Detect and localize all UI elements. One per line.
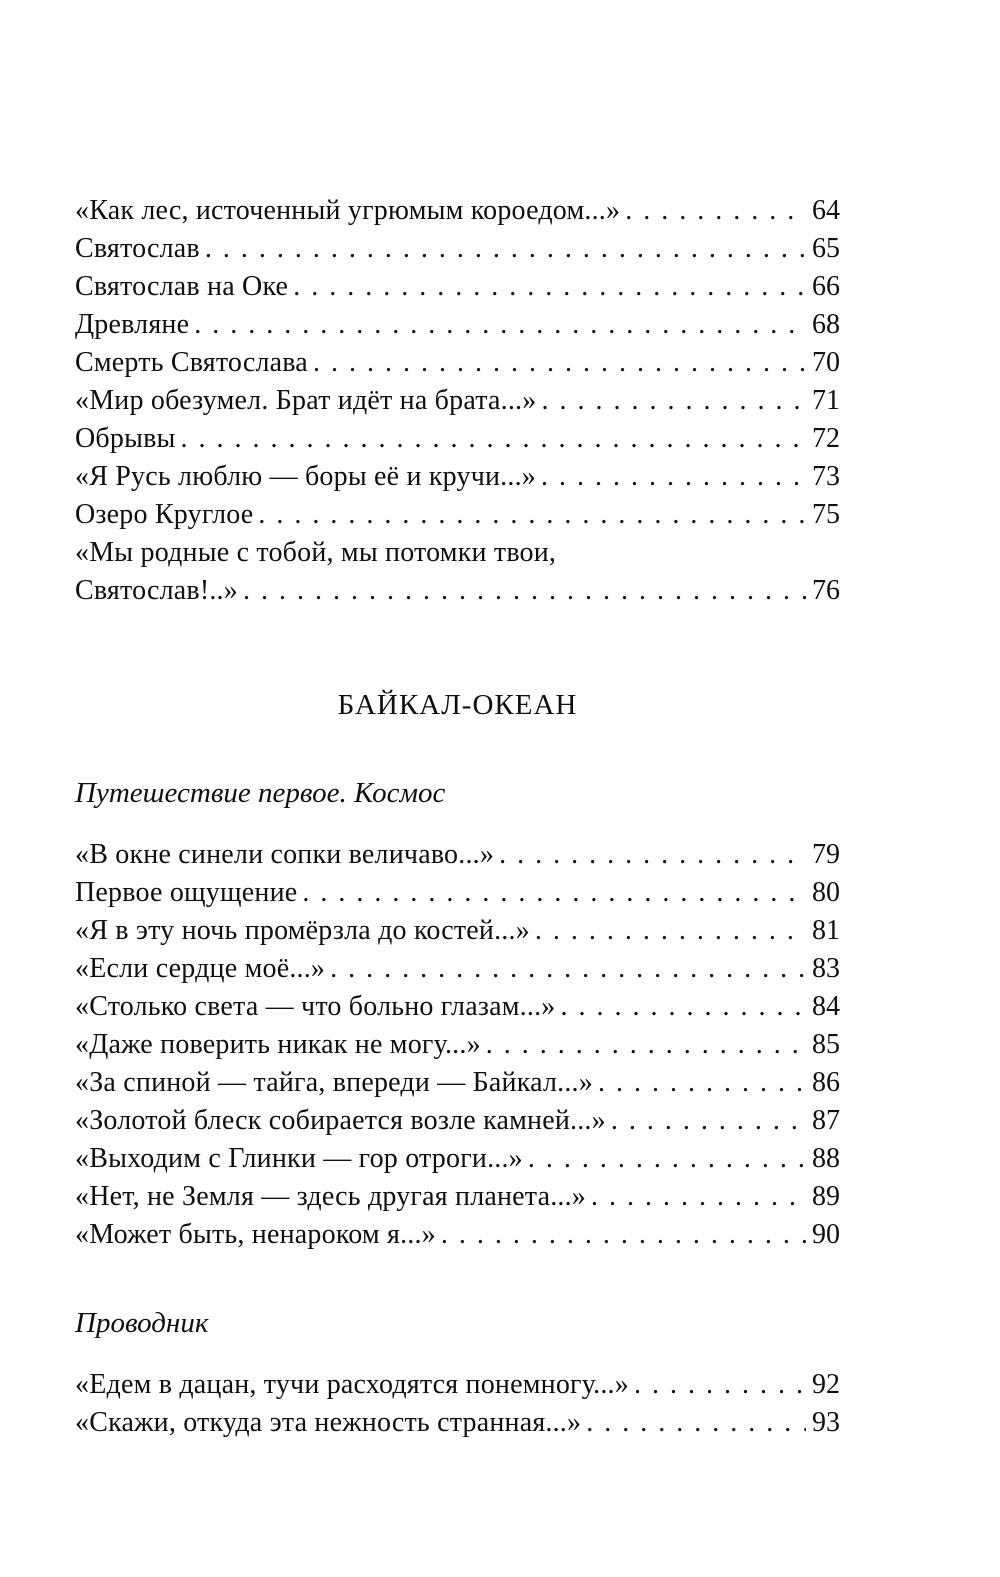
toc-entry-page: 72 — [812, 423, 840, 454]
dot-leader — [586, 1404, 806, 1442]
toc-section-block — [75, 836, 840, 1254]
dot-leader — [330, 950, 806, 988]
toc-entry — [75, 268, 840, 306]
toc-entry — [75, 1102, 840, 1140]
toc-entry — [75, 572, 840, 610]
toc-entry — [75, 420, 840, 458]
toc-entry-page: 85 — [812, 1029, 840, 1060]
toc-entry-page: 90 — [812, 1219, 840, 1250]
toc-entry — [75, 344, 840, 382]
dot-leader — [591, 1178, 806, 1216]
toc-entry-title: Первое ощущение — [75, 877, 298, 908]
dot-leader — [499, 836, 806, 874]
toc-entry-page: 84 — [812, 991, 840, 1022]
toc-entry-title: Святослав!..» — [75, 575, 238, 606]
toc-entry-page: 79 — [812, 839, 840, 870]
dot-leader — [535, 912, 806, 950]
toc-entry-title: Святослав на Оке — [75, 271, 289, 302]
toc-entry — [75, 874, 840, 912]
toc-entry — [75, 458, 840, 496]
toc-entry-page: 87 — [812, 1105, 840, 1136]
toc-entry-page: 86 — [812, 1067, 840, 1098]
toc-entry-title: «Скажи, откуда эта нежность странная...» — [75, 1407, 582, 1438]
dot-leader — [560, 988, 806, 1026]
toc-entry-title: «Даже поверить никак не могу...» — [75, 1029, 481, 1060]
toc-entry — [75, 382, 840, 420]
subsection-heading: Проводник — [75, 1307, 209, 1339]
toc-entry — [75, 988, 840, 1026]
subsection-heading: Путешествие первое. Космос — [75, 777, 446, 809]
toc-entry-title: «Если сердце моё...» — [75, 953, 326, 984]
toc-entry-page: 89 — [812, 1181, 840, 1212]
toc-entry-title: Смерть Святослава — [75, 347, 308, 378]
dot-leader — [313, 344, 806, 382]
toc-entry-title: «В окне синели сопки величаво...» — [75, 839, 495, 870]
toc-entry — [75, 1366, 840, 1404]
toc-entry-page: 64 — [812, 195, 840, 226]
toc-entry-page: 81 — [812, 915, 840, 946]
toc-entry-title: «За спиной — тайга, впереди — Байкал...» — [75, 1067, 593, 1098]
toc-entry-page: 76 — [812, 575, 840, 606]
dot-leader — [302, 874, 806, 912]
toc-section-block — [75, 1366, 840, 1442]
toc-entry — [75, 950, 840, 988]
dot-leader — [243, 572, 806, 610]
dot-leader — [486, 1026, 806, 1064]
toc-entry-title: «Золотой блеск собирается возле камней...» — [75, 1105, 606, 1136]
toc-entry-page: 88 — [812, 1143, 840, 1174]
dot-leader — [441, 1216, 806, 1254]
toc-entry-page: 75 — [812, 499, 840, 530]
toc-entry-page: 65 — [812, 233, 840, 264]
dot-leader — [634, 1366, 806, 1404]
toc-entry-title: «Мир обезумел. Брат идёт на брата...» — [75, 385, 537, 416]
toc-entry — [75, 306, 840, 344]
toc-entry-title: Древляне — [75, 309, 190, 340]
toc-entry-title: Обрывы — [75, 423, 176, 454]
dot-leader — [293, 268, 806, 306]
dot-leader — [205, 230, 806, 268]
toc-entry — [75, 1404, 840, 1442]
toc-entry — [75, 1026, 840, 1064]
toc-entry — [75, 1216, 840, 1254]
toc-entry-title: «Выходим с Глинки — гор отроги...» — [75, 1143, 523, 1174]
toc-entry-page: 71 — [812, 385, 840, 416]
toc-entry-title: «Как лес, источенный угрюмым короедом...» — [75, 195, 621, 226]
toc-entry-page: 70 — [812, 347, 840, 378]
dot-leader — [194, 306, 806, 344]
toc-entry-title: «Я Русь люблю — боры её и кручи...» — [75, 461, 536, 492]
toc-entry-title: «Столько света — что больно глазам...» — [75, 991, 556, 1022]
toc-entry — [75, 534, 840, 572]
toc-entry — [75, 1064, 840, 1102]
toc-entry-title: «Нет, не Земля — здесь другая планета...» — [75, 1181, 587, 1212]
toc-entry-page: 66 — [812, 271, 840, 302]
section-heading: БАЙКАЛ-ОКЕАН — [337, 689, 578, 721]
toc-entry-page: 93 — [812, 1407, 840, 1438]
dot-leader — [258, 496, 806, 534]
dot-leader — [625, 192, 806, 230]
toc-entry-page: 92 — [812, 1369, 840, 1400]
toc-entry-page: 68 — [812, 309, 840, 340]
toc-entry — [75, 836, 840, 874]
toc-entry — [75, 496, 840, 534]
dot-leader — [598, 1064, 806, 1102]
dot-leader — [541, 458, 806, 496]
dot-leader — [181, 420, 806, 458]
toc-entry — [75, 192, 840, 230]
toc-entry-page: 73 — [812, 461, 840, 492]
toc-entry-page: 80 — [812, 877, 840, 908]
dot-leader — [528, 1140, 806, 1178]
toc-entry — [75, 912, 840, 950]
toc-section-block — [75, 192, 840, 610]
dot-leader — [611, 1102, 806, 1140]
dot-leader — [541, 382, 806, 420]
toc-entry-title: Святослав — [75, 233, 200, 264]
toc-entry-title: «Я в эту ночь промёрзла до костей...» — [75, 915, 530, 946]
toc-entry — [75, 1178, 840, 1216]
toc-entry-title: Озеро Круглое — [75, 499, 254, 530]
toc-entry-title: «Может быть, ненароком я...» — [75, 1219, 436, 1250]
toc-entry-title: «Мы родные с тобой, мы потомки твои, — [75, 537, 557, 568]
toc-entry — [75, 230, 840, 268]
toc-entry-title: «Едем в дацан, тучи расходятся понемногу...» — [75, 1369, 629, 1400]
toc-entry-page: 83 — [812, 953, 840, 984]
toc-entry — [75, 1140, 840, 1178]
